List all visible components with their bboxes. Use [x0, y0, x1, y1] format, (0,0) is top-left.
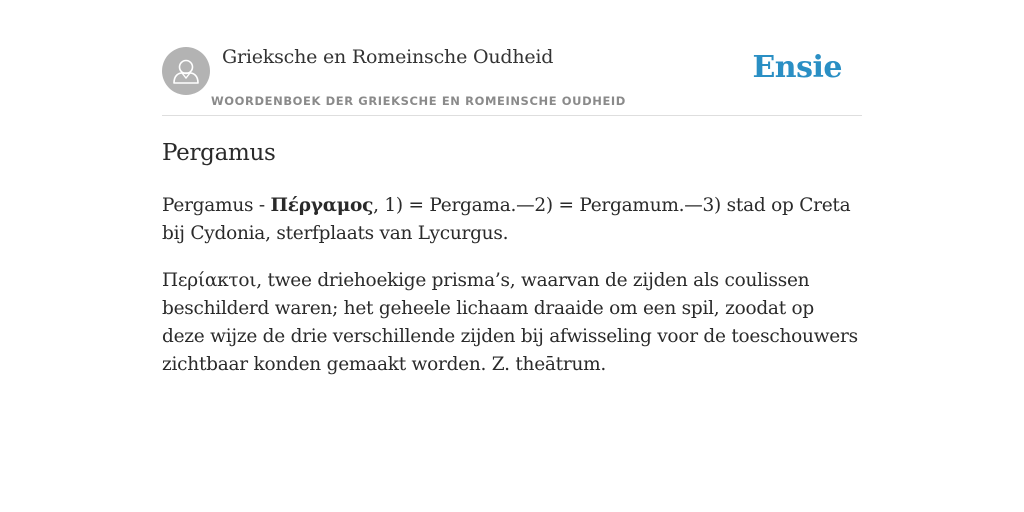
source-title-link[interactable]: Grieksche en Romeinsche Oudheid [222, 46, 554, 68]
definition-text: , 1) = Pergama.—2) = Pergamum.—3) stad op Creta bij Cydonia, sterfplaats van Lycurgus. [162, 195, 851, 244]
definition-paragraph [162, 192, 862, 248]
term-label: Pergamus - [162, 195, 271, 216]
ensie-logo[interactable]: Ensie [752, 50, 842, 85]
source-header [162, 0, 862, 116]
greek-headword: Πέργαμος [270, 195, 374, 216]
related-paragraph: Περίακτοι, twee driehoekige prisma’s, waarvan de zijden als coulissen beschilderd waren; het geheele lichaam draaide om een spil, zoodat op deze wijze de drie verschillende zijden bij afwisseling voor de toeschouwers zichtbaar konden gemaakt worden. Z. theātrum. [162, 270, 858, 375]
article-card [162, 0, 862, 375]
source-avatar[interactable] [162, 47, 210, 95]
page-title: Pergamus [162, 140, 276, 166]
article-body [162, 192, 862, 398]
source-subtitle: WOORDENBOEK DER GRIEKSCHE EN ROMEINSCHE OUDHEID [211, 94, 626, 108]
user-icon [162, 47, 210, 95]
